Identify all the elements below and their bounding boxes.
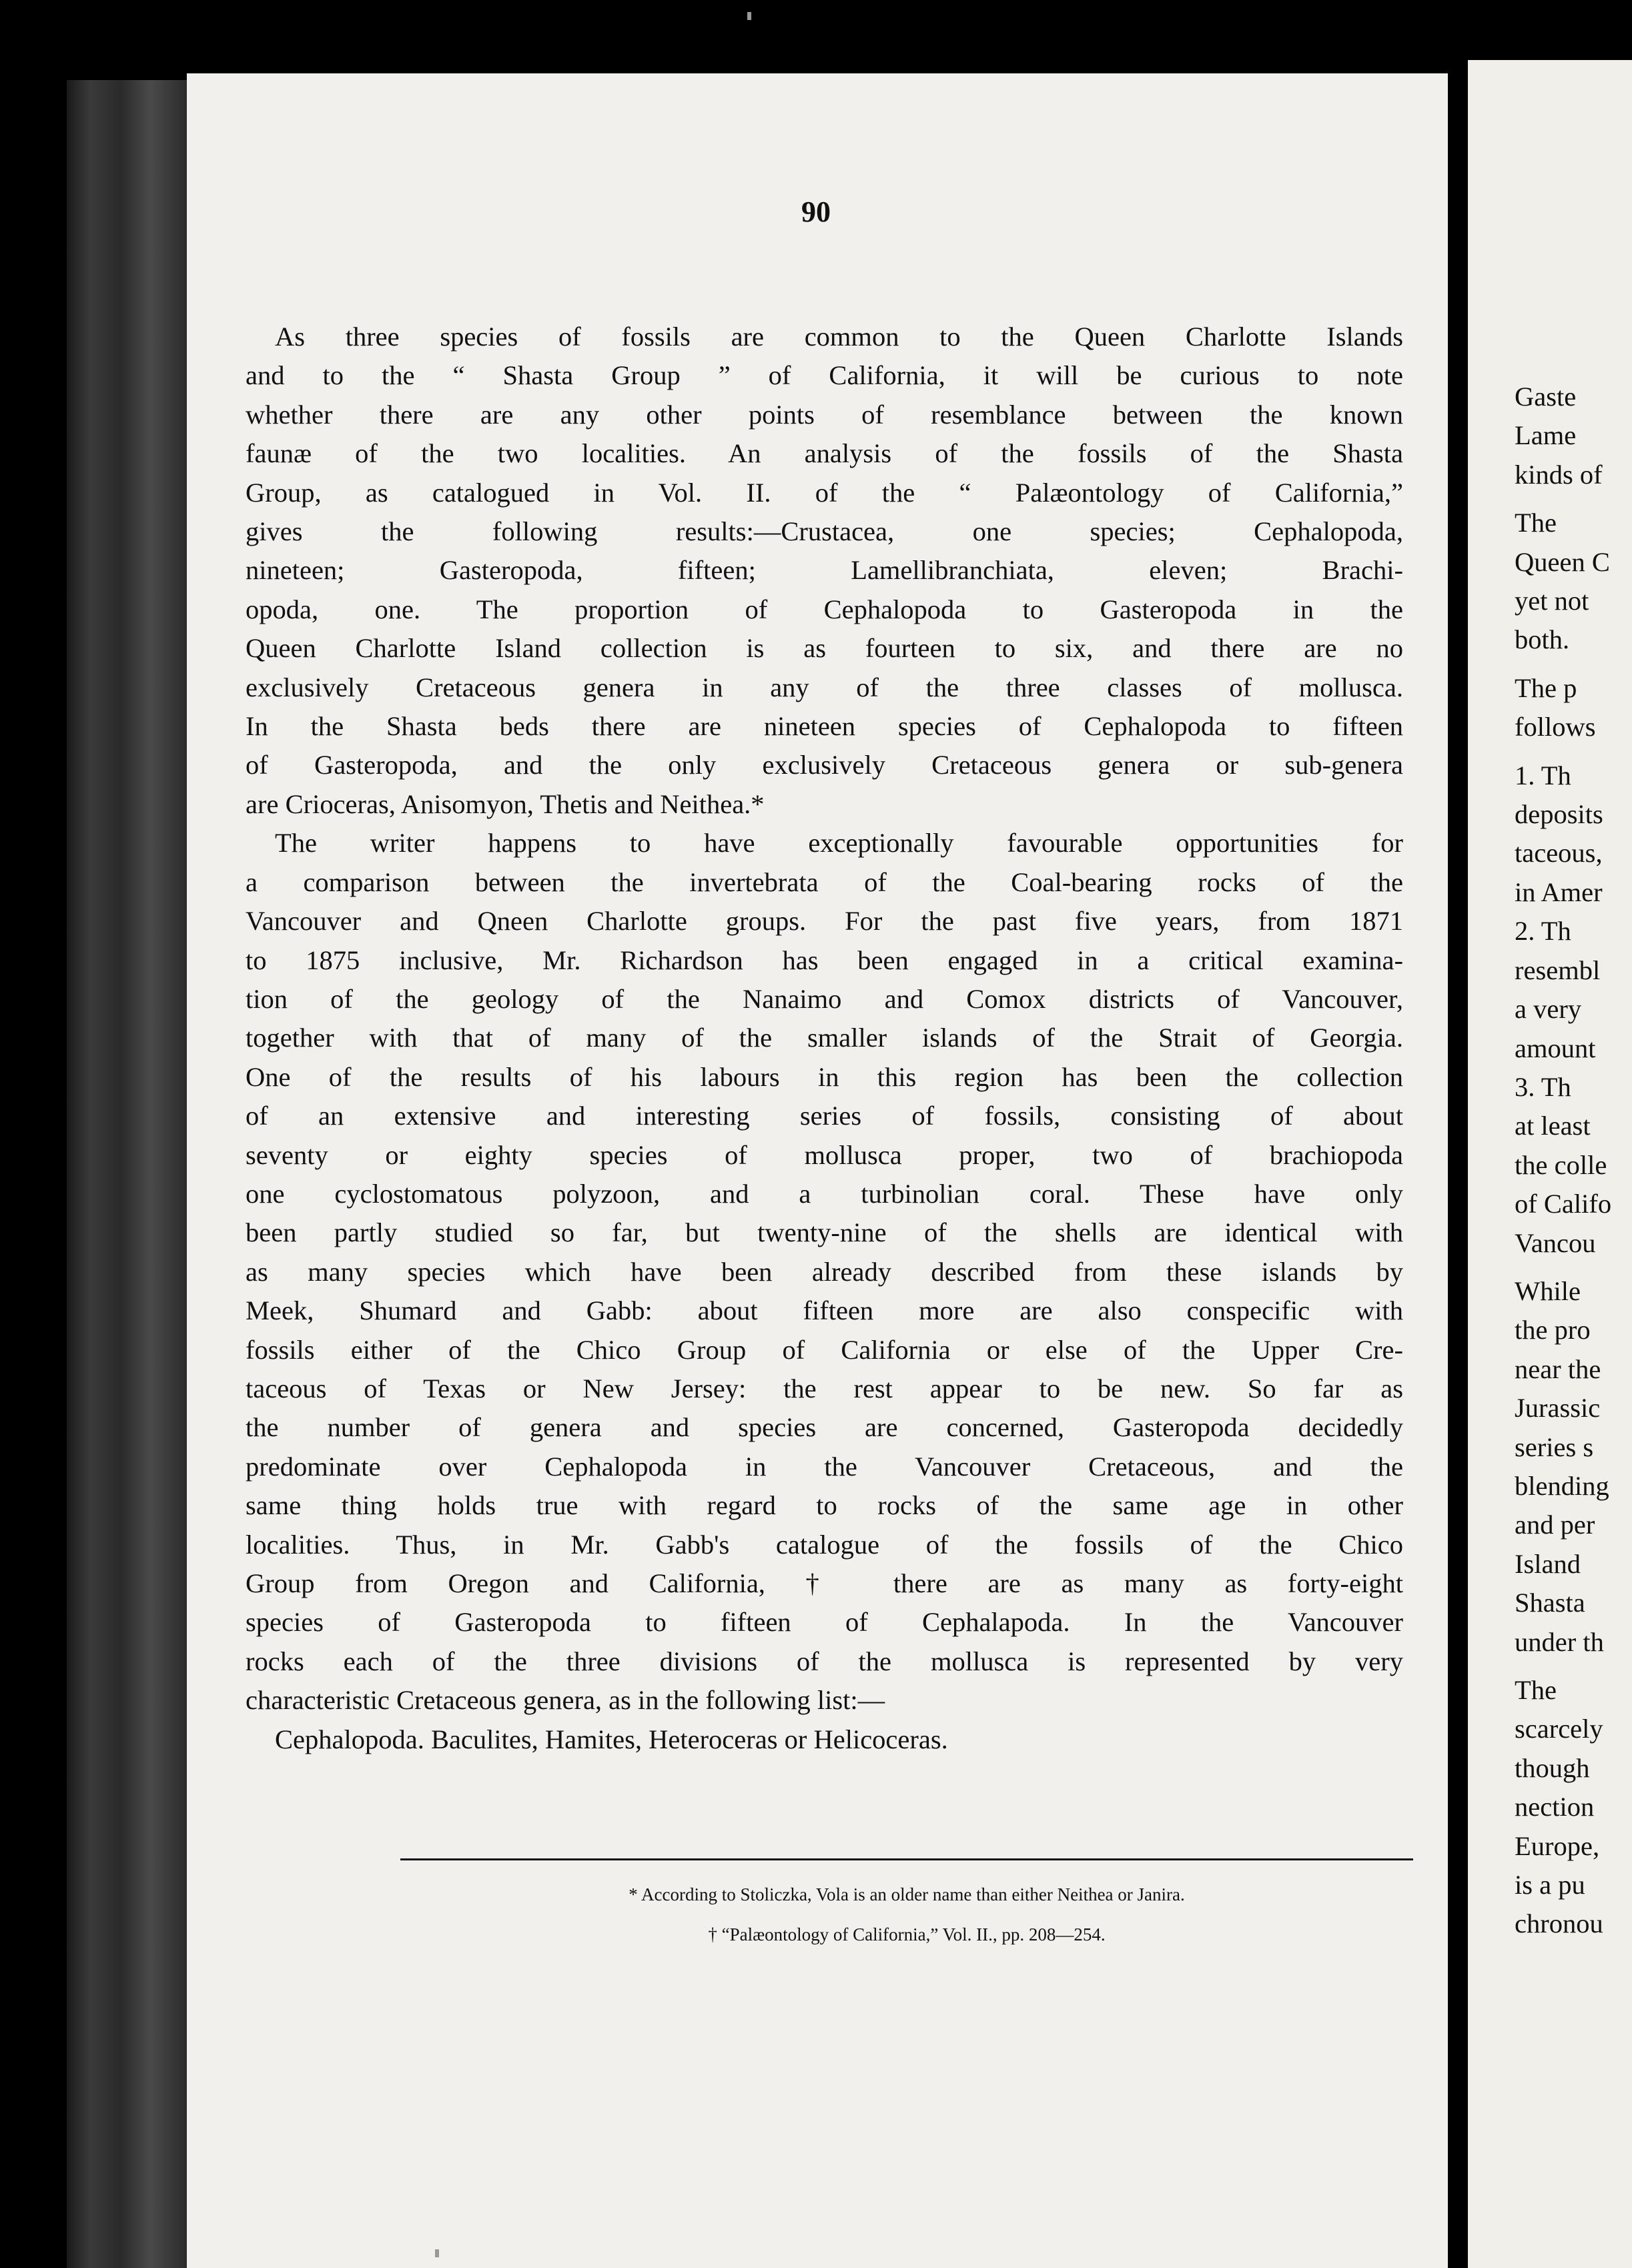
text-line: whether there are any other points of resemblance between the known	[246, 399, 1403, 430]
right-page-line: Gaste	[1515, 382, 1577, 412]
text-line: Vancouver and Qneen Charlotte groups. For the past five years, from 1871	[246, 906, 1403, 937]
text-line: faunæ of the two localities. An analysis of the fossils of the Shasta	[246, 438, 1403, 469]
text-line: The writer happens to have exceptionally favourable opportunities for	[275, 828, 1403, 859]
right-page-line: both.	[1515, 624, 1570, 655]
text-line: tion of the geology of the Nanaimo and Comox districts of Vancouver,	[246, 983, 1403, 1014]
text-line: In the Shasta beds there are nineteen species of Cephalopoda to fifteen	[246, 711, 1403, 742]
text-line: nineteen; Gasteropoda, fifteen; Lamellibranchiata, eleven; Brachi-	[246, 555, 1403, 586]
text-line: taceous of Texas or New Jersey: the rest appear to be new. So far as	[246, 1373, 1403, 1403]
text-line: same thing holds true with regard to rocks of the same age in other	[246, 1490, 1403, 1521]
right-page-line: nection	[1515, 1792, 1595, 1822]
right-page-line: yet not	[1515, 586, 1589, 616]
footnote-rule	[400, 1858, 1413, 1860]
footnote: * According to Stoliczka, Vola is an older name than either Neithea or Janira.	[629, 1884, 1185, 1904]
right-page-line: a very	[1515, 994, 1582, 1025]
text-line: Queen Charlotte Island collection is as fourteen to six, and there are no	[246, 633, 1403, 664]
text-line: exclusively Cretaceous genera in any of the three classes of mollusca.	[246, 672, 1403, 702]
right-page-line: taceous,	[1515, 838, 1603, 869]
text-line: and to the “ Shasta Group ” of California, it will be curious to note	[246, 360, 1403, 391]
text-line: been partly studied so far, but twenty-nine of the shells are identical with	[246, 1217, 1403, 1248]
text-line: predominate over Cephalopoda in the Vancouver Cretaceous, and the	[246, 1451, 1403, 1482]
text-line: As three species of fossils are common to the Queen Charlotte Islands	[275, 322, 1403, 352]
right-page-text	[1515, 378, 1632, 1944]
paragraph-gap	[1515, 1662, 1632, 1671]
book-spine-shadow	[67, 80, 187, 2268]
right-page-line: Shasta	[1515, 1588, 1585, 1618]
text-line: seventy or eighty species of mollusca proper, two of brachiopoda	[246, 1139, 1403, 1170]
right-page-line: follows	[1515, 712, 1596, 742]
scan-speck	[435, 2249, 439, 2257]
text-line: fossils either of the Chico Group of California or else of the Upper Cre-	[246, 1334, 1403, 1365]
right-page-line: The	[1515, 508, 1557, 538]
footnotes	[400, 1874, 1413, 1954]
right-page-line: The	[1515, 1675, 1557, 1705]
text-line: one cyclostomatous polyzoon, and a turbinolian coral. These have only	[246, 1178, 1403, 1209]
right-page-line: amount	[1515, 1033, 1596, 1063]
paragraph-gap	[1515, 494, 1632, 504]
text-line: the number of genera and species are concerned, Gasteropoda decidedly	[246, 1412, 1403, 1443]
right-page-line: Vancou	[1515, 1227, 1596, 1258]
text-line: together with that of many of the smaller islands of the Strait of Georgia.	[246, 1023, 1403, 1053]
right-page-line: scarcely	[1515, 1714, 1603, 1744]
right-page-line: though	[1515, 1752, 1590, 1783]
right-page-line: 3. Th	[1515, 1071, 1571, 1102]
right-page-line: under th	[1515, 1626, 1604, 1657]
right-page-line: the colle	[1515, 1149, 1607, 1180]
right-page-line: The p	[1515, 672, 1577, 703]
text-line: of Gasteropoda, and the only exclusively Cretaceous genera or sub-genera	[246, 750, 1403, 780]
text-line: Group from Oregon and California, † there are as many as forty-eight	[246, 1568, 1403, 1598]
right-page-line: of Califo	[1515, 1189, 1612, 1219]
paragraph-gap	[1515, 1263, 1632, 1272]
text-line: species of Gasteropoda to fifteen of Cephalapoda. In the Vancouver	[246, 1607, 1403, 1638]
scan-speck	[747, 12, 751, 20]
paragraph-gap	[1515, 747, 1632, 756]
right-page-line: the pro	[1515, 1315, 1591, 1345]
paragraph-gap	[1515, 660, 1632, 669]
right-page-line: in Amer	[1515, 877, 1603, 907]
right-page-line: Island	[1515, 1548, 1581, 1579]
right-page-line: at least	[1515, 1111, 1591, 1141]
right-page-line: and per	[1515, 1510, 1595, 1540]
right-page-line: chronou	[1515, 1908, 1603, 1939]
right-page-line: deposits	[1515, 799, 1603, 830]
body-text	[246, 318, 1403, 1759]
text-line: of an extensive and interesting series of fossils, consisting of about	[246, 1101, 1403, 1131]
right-page-line: While	[1515, 1275, 1581, 1306]
right-page-line: blending	[1515, 1470, 1609, 1501]
text-line: rocks each of the three divisions of the mollusca is represented by very	[246, 1646, 1403, 1676]
text-line: Cephalopoda. Baculites, Hamites, Heteroceras or Helicoceras.	[275, 1724, 948, 1754]
text-line: opoda, one. The proportion of Cephalopoda to Gasteropoda in the	[246, 594, 1403, 624]
right-page-line: kinds of	[1515, 459, 1603, 490]
footnote: † “Palæontology of California,” Vol. II., pp. 208—254.	[708, 1924, 1106, 1944]
text-line: a comparison between the invertebrata of the Coal-bearing rocks of the	[246, 867, 1403, 897]
right-page-line: 1. Th	[1515, 760, 1571, 790]
text-line: are Crioceras, Anisomyon, Thetis and Neithea.*	[246, 788, 765, 819]
right-page-line: is a pu	[1515, 1870, 1585, 1900]
text-line: gives the following results:—Crustacea, one species; Cephalopoda,	[246, 516, 1403, 547]
right-page-fragment	[1468, 60, 1632, 2268]
right-page-line: series s	[1515, 1432, 1594, 1462]
text-line: as many species which have been already described from these islands by	[246, 1256, 1403, 1287]
text-line: Group, as catalogued in Vol. II. of the “ Palæontology of California,”	[246, 477, 1403, 508]
text-line: One of the results of his labours in this region has been the collection	[246, 1061, 1403, 1092]
right-page-line: Lame	[1515, 420, 1577, 451]
text-line: localities. Thus, in Mr. Gabb's catalogue of the fossils of the Chico	[246, 1529, 1403, 1560]
text-line: characteristic Cretaceous genera, as in the following list:—	[246, 1685, 885, 1716]
right-page-line: Europe,	[1515, 1830, 1600, 1861]
text-line: to 1875 inclusive, Mr. Richardson has been engaged in a critical examina-	[246, 945, 1403, 975]
right-page-line: Queen C	[1515, 546, 1610, 577]
page-number: 90	[801, 195, 831, 228]
text-line: Meek, Shumard and Gabb: about fifteen more are also conspecific with	[246, 1295, 1403, 1326]
right-page-line: Jurassic	[1515, 1393, 1601, 1424]
right-page-line: near the	[1515, 1353, 1601, 1384]
right-page-line: resembl	[1515, 955, 1601, 985]
right-page-line: 2. Th	[1515, 916, 1571, 947]
